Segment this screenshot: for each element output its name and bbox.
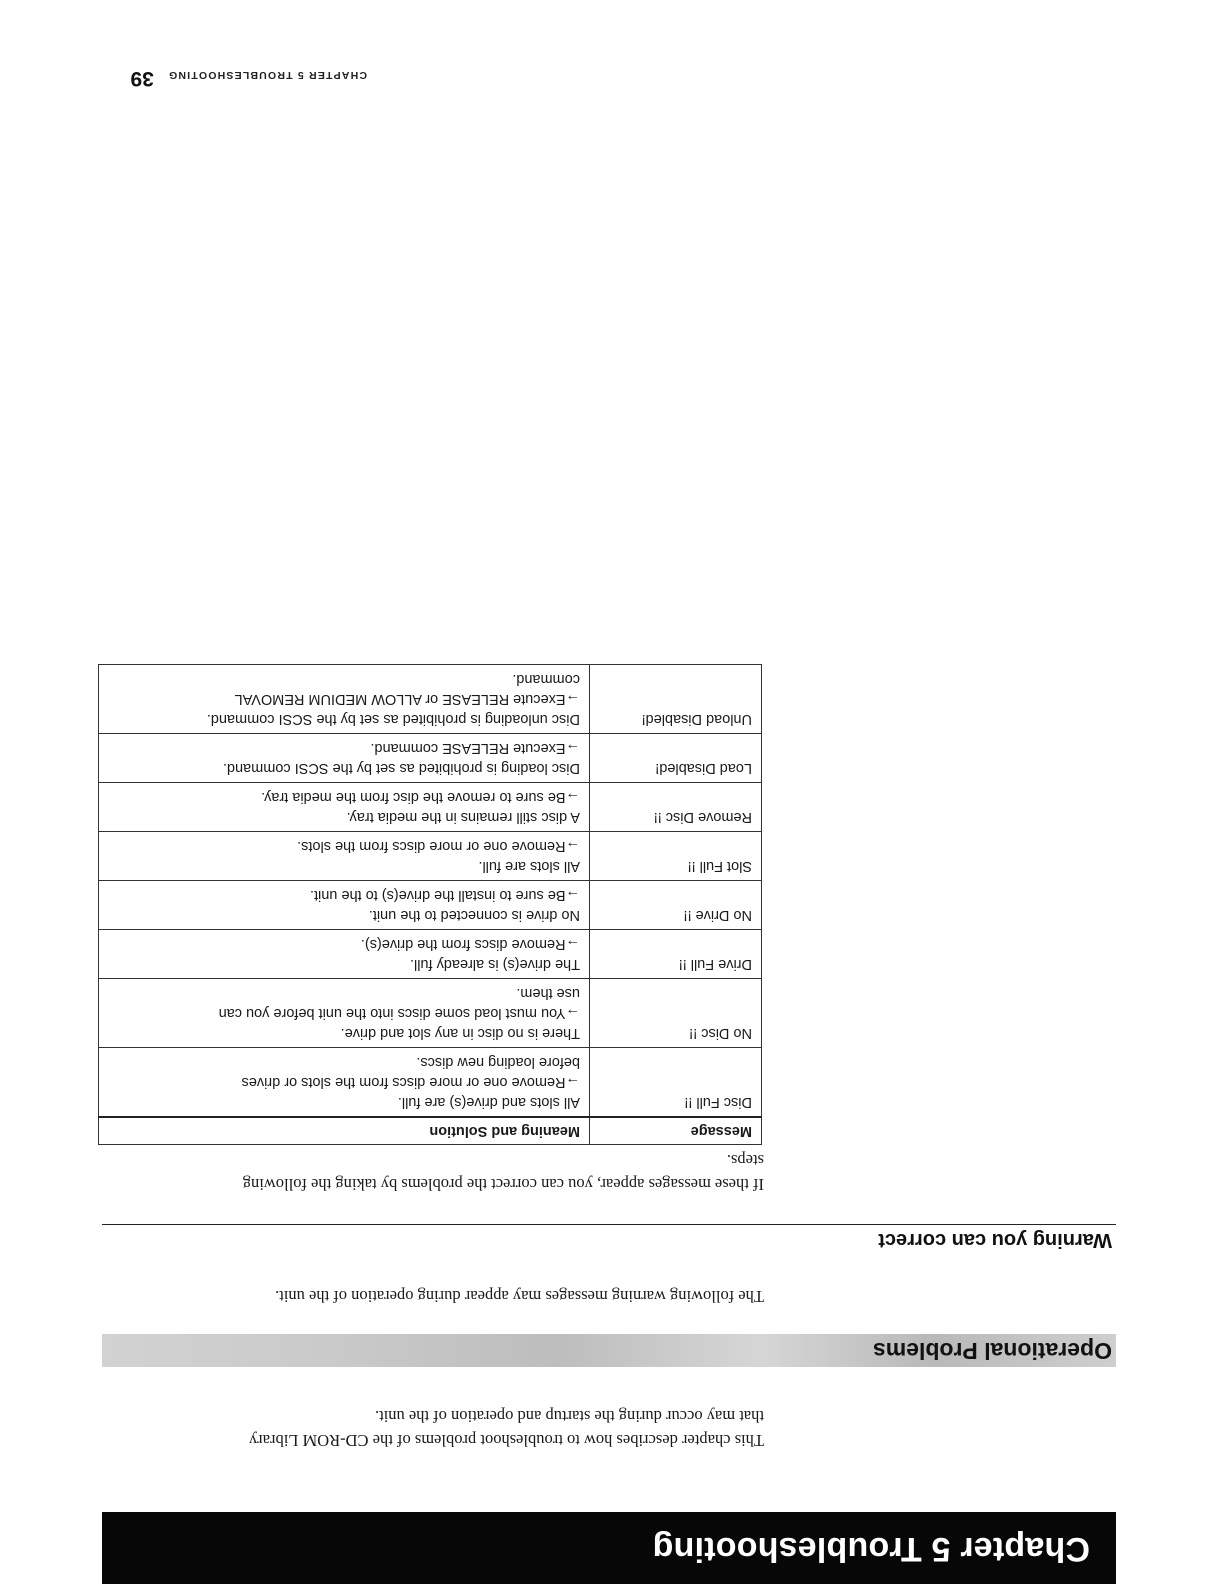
solution-line: before loading new discs. [416,1054,580,1070]
solution-line: Disc loading is prohibited as set by the SCSI command. [222,760,580,776]
solution-line: All slots are full. [478,858,580,874]
header-meaning-solution: Meaning and Solution [99,1117,590,1145]
message-cell: Remove Disc !! [590,783,762,832]
table-row [99,979,762,1048]
message-cell: Load Disabled! [590,734,762,783]
message-cell: Slot Full !! [590,832,762,881]
solution-cell [99,979,590,1048]
solution-line: A disc still remains in the media tray. [346,809,580,825]
solution-line: There is no disc in any slot and drive. [340,1025,580,1041]
section-title: Operational Problems [872,1338,1112,1364]
message-cell: Disc Full !! [590,1048,762,1118]
page-number: 39 [130,67,154,90]
chapter-intro-line: This chapter describes how to troubleshoot problems of the CD-ROM Library [248,1431,764,1450]
solution-line: The drive(s) is already full. [409,956,580,972]
solution-cell [99,832,590,881]
table-row [99,881,762,930]
solution-line: Disc unloading is prohibited as set by the SCSI command. [206,711,580,727]
solution-cell [99,783,590,832]
table-row [99,665,762,734]
solution-cell [99,930,590,979]
table-row [99,783,762,832]
solution-line: →Remove discs from the drive(s). [360,936,580,952]
chapter-intro-line: that may occur during the startup and operation of the unit. [374,1407,764,1426]
solution-cell [99,665,590,734]
table-row [99,930,762,979]
message-cell: Unload Disabled! [590,665,762,734]
table-row [99,832,762,881]
subsection-rule [102,1224,1116,1225]
solution-line: →You must load some discs into the unit before you can [218,1005,580,1021]
table-row [99,734,762,783]
message-cell: No Drive !! [590,881,762,930]
solution-line: →Execute RELEASE command. [370,740,580,756]
subsection-title: Warning you can correct [878,1229,1112,1251]
table-intro [84,1148,764,1196]
table-intro-line: steps. [726,1151,764,1170]
header-message: Message [590,1117,762,1145]
running-footer: CHAPTER 5 TROUBLESHOOTING [167,69,367,81]
solution-line: No drive is connected to the unit. [368,907,580,923]
solution-cell [99,1048,590,1118]
solution-cell [99,734,590,783]
solution-cell [99,881,590,930]
solution-line: →Remove one or more discs from the slots or drives [241,1074,580,1090]
solution-line: use them. [516,985,580,1001]
chapter-intro [84,1404,764,1452]
table-row [99,1048,762,1118]
solution-line: →Be sure to remove the disc from the media tray. [261,789,580,805]
solution-line: →Execute RELEASE or ALLOW MEDIUM REMOVAL [234,691,580,707]
message-cell: No Disc !! [590,979,762,1048]
chapter-title: Chapter 5 Troubleshooting [652,1530,1090,1568]
solution-line: All slots and drive(s) are full. [397,1094,580,1110]
solution-line: →Be sure to install the drive(s) to the unit. [310,887,580,903]
table-header-row [99,1117,762,1145]
section-lead: The following warning messages may appear during operation of the unit. [275,1287,764,1306]
table-intro-line: If these messages appear, you can correct the problems by taking the following [242,1175,764,1194]
message-cell: Drive Full !! [590,930,762,979]
solution-line: →Remove one or more discs from the slots. [297,838,580,854]
solution-line: command. [512,671,580,687]
warning-messages-table [98,664,762,1145]
page-footer [130,66,367,90]
